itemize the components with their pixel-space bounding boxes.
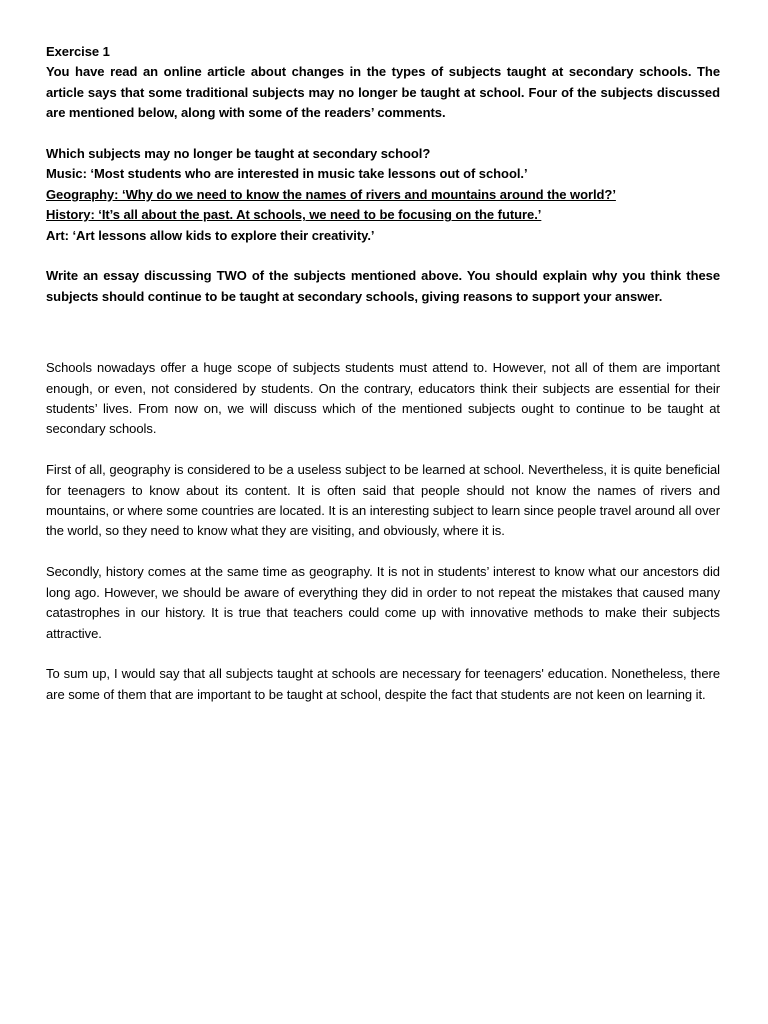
subject-music: Music: ‘Most students who are interested in music take lessons out of school.’ — [46, 166, 528, 182]
essay-paragraph-history: Secondly, history comes at the same time as geography. It is not in students’ interest to know what our ancestors did long ago. However, we should be aware of everything they did in order to not repeat the mistakes that caused many catastrophes in our history. It is true that teachers could come up with innovative methods to make their subjects attractive. — [46, 564, 720, 641]
essay-introduction: Schools nowadays offer a huge scope of subjects students must attend to. However, not all of them are important enough, or even, not considered by students. On the contrary, educators think their subjects are essential for their students’ lives. From now on, we will discuss which of the mentioned subjects ought to continue to be taught at secondary schools. — [46, 360, 720, 437]
subject-history: History: ‘It’s all about the past. At schools, we need to be focusing on the future.’ — [46, 207, 542, 223]
subject-geography: Geography: ‘Why do we need to know the names of rivers and mountains around the world?’ — [46, 186, 616, 202]
subject-art: Art: ‘Art lessons allow kids to explore their creativity.’ — [46, 227, 375, 243]
spacer — [46, 124, 720, 144]
document-page — [46, 42, 720, 726]
essay-paragraph-geography: First of all, geography is considered to be a useless subject to be learned at school. Nevertheless, it is quite beneficial for teenagers to know about its content. It is often said that people should not know the names of rivers and mountains, or where some countries are located. It is an interesting subject to learn since people travel around all over the world, so they need to know what they are visiting, and obviously, where it is. — [46, 462, 720, 539]
exercise-prompt — [46, 42, 720, 307]
essay-body — [46, 358, 720, 705]
essay-conclusion: To sum up, I would say that all subjects taught at schools are necessary for teenagers' education. Nonetheless, there are some of them that are important to be taught at school, despite the fact that students are not keen on learning it. — [46, 666, 720, 702]
exercise-instruction: Write an essay discussing TWO of the subjects mentioned above. You should explain why you think these subjects should continue to be taught at secondary schools, giving reasons to support your answer. — [46, 268, 720, 304]
exercise-title: Exercise 1 — [46, 44, 110, 59]
exercise-intro: You have read an online article about changes in the types of subjects taught at secondary schools. The article says that some traditional subjects may no longer be taught at school. Four of the subjects discussed are mentioned below, along with some of the readers’ comments. — [46, 64, 720, 121]
exercise-question: Which subjects may no longer be taught at secondary school? — [46, 146, 431, 162]
spacer — [46, 246, 720, 266]
